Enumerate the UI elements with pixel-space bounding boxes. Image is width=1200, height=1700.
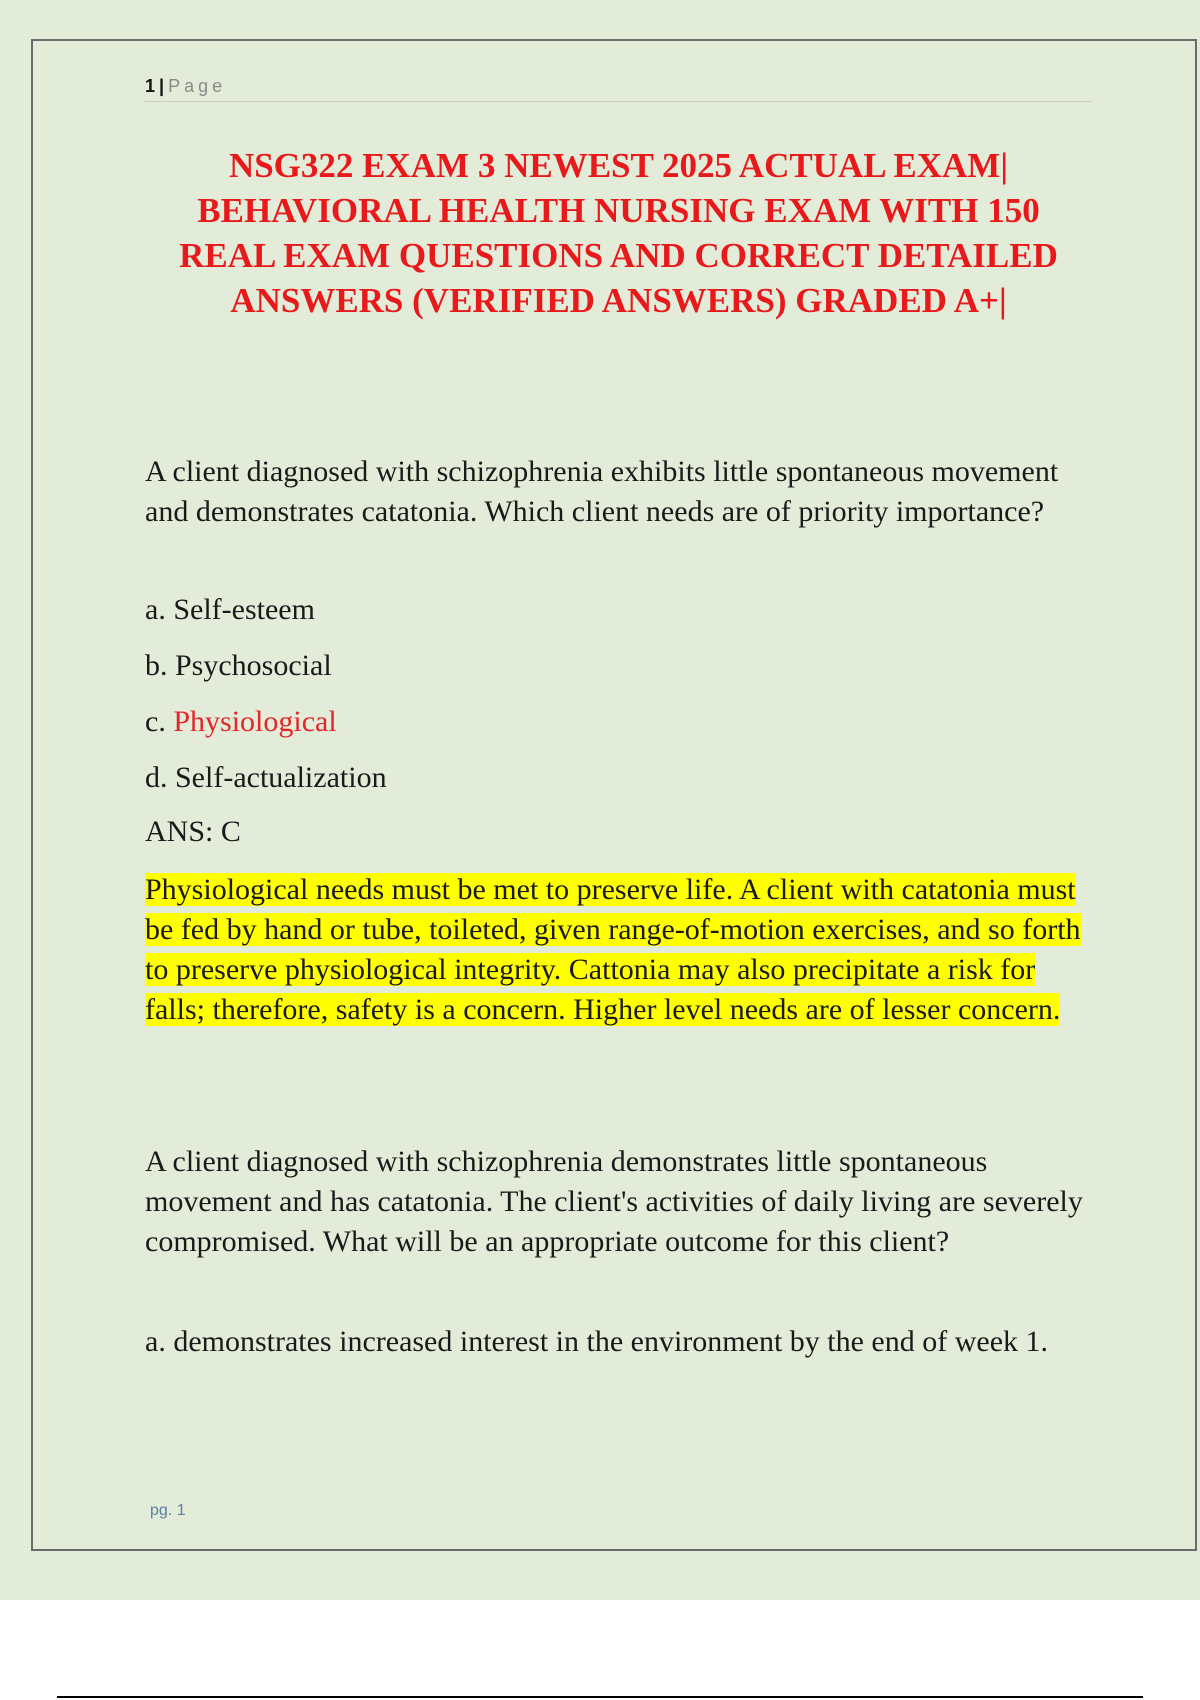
option-c (145, 702, 1100, 742)
question-1-text: A client diagnosed with schizophrenia exhibits little spontaneous movement and demonstrates catatonia. Which client needs are of priority importance? (145, 455, 1059, 528)
option-a (145, 590, 1100, 630)
document-title: NSG322 EXAM 3 NEWEST 2025 ACTUAL EXAM| BEHAVIORAL HEALTH NURSING EXAM WITH 150 REAL EXAM QUESTIONS AND CORRECT DETAILED ANSWERS (VERIFIED ANSWERS) GRADED A+| (179, 146, 1058, 320)
option-b-prefix: b. (145, 649, 175, 682)
question-1-options (145, 590, 1100, 814)
option-d-prefix: d. (145, 761, 175, 794)
option-a-prefix: a. (145, 593, 174, 626)
option-b (145, 646, 1100, 686)
option-b-text: Psychosocial (175, 649, 332, 682)
answer-key: ANS: C (145, 815, 241, 848)
rationale-highlighted-text: Physiological needs must be met to preserve life. A client with catatonia must be fed by hand or tube, toileted, given range-of-motion exercises, and so forth to preserve physiological integrity. Cattonia may also precipitate a risk for falls; therefore, safety is a concern. Higher level needs are of lesser concern. (145, 873, 1081, 1026)
option-d (145, 758, 1100, 798)
question-2-text: A client diagnosed with schizophrenia demonstrates little spontaneous movement and has catatonia. The client's activities of daily living are severely compromised. What will be an appropriate outcome for this client? (145, 1145, 1083, 1258)
rationale-block (145, 870, 1100, 1030)
option-a-text: Self-esteem (173, 593, 315, 626)
question-2-option-a: a. demonstrates increased interest in the environment by the end of week 1. (145, 1325, 1049, 1358)
page-separator: | (159, 76, 165, 96)
page-footer: pg. 1 (150, 1502, 186, 1519)
option-d-text: Self-actualization (175, 761, 387, 794)
page-word: Page (168, 76, 227, 96)
page-number: 1 (145, 76, 156, 96)
page-header (145, 75, 1092, 102)
option-c-correct-answer: Physiological (173, 705, 337, 738)
bottom-divider (57, 1696, 1143, 1698)
option-c-prefix: c. (145, 705, 174, 738)
